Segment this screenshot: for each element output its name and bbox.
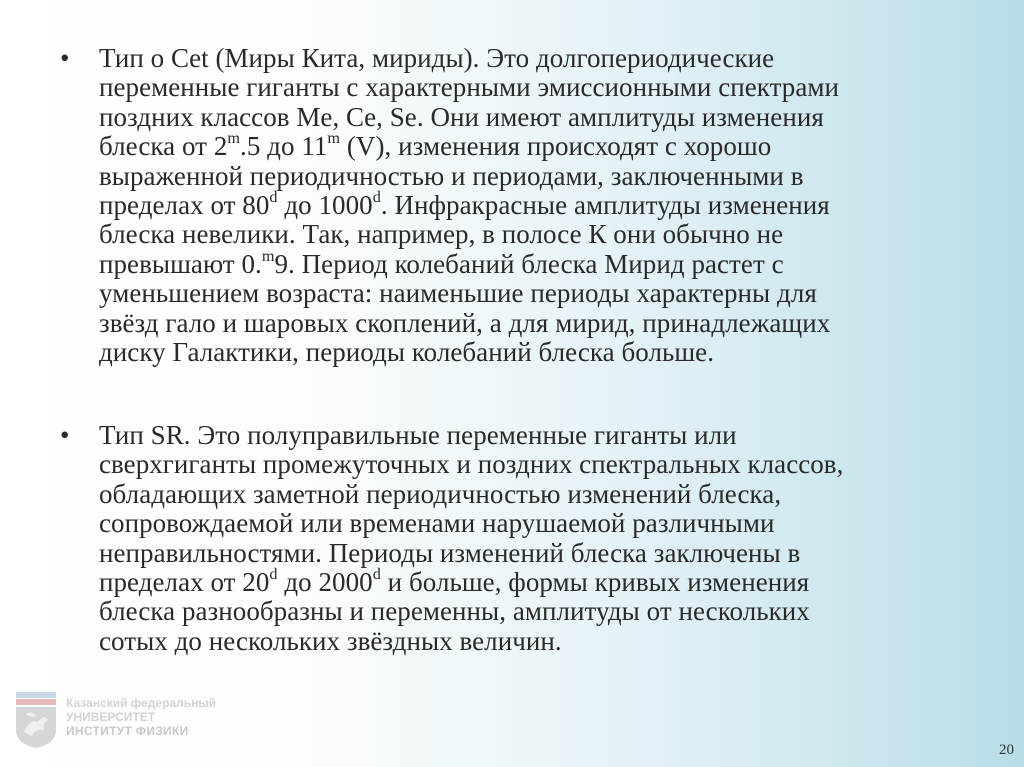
page-number: 20 [999, 742, 1014, 758]
text-segment: пределах от 20 [99, 567, 270, 598]
text-segment: превышают 0. [99, 248, 262, 279]
text-segment: до 2000 [277, 567, 373, 598]
text-line [99, 564, 960, 598]
superscript-unit: d [372, 187, 381, 206]
text-segment: диску Галактики, периоды колебаний блеска больше. [99, 337, 715, 368]
text-segment: Тип о Cet (Миры Кита, мириды). Это долгопериодические [99, 43, 775, 73]
bullet-text [99, 421, 960, 656]
superscript-unit: d [269, 564, 278, 583]
superscript-unit: m [227, 129, 241, 148]
text-segment: и больше, формы кривых изменения [380, 567, 810, 598]
text-line [99, 597, 960, 626]
logo-line-university: УНИВЕРСИТЕТ [66, 710, 156, 724]
text-line [99, 103, 960, 132]
text-segment: .5 до 11 [240, 131, 328, 162]
text-line [99, 450, 960, 479]
text-segment: неправильностями. Периоды изменений блеска заключены в [99, 537, 801, 568]
text-segment: блеска от 2 [99, 131, 228, 162]
text-segment: сопровождаемой или временами нарушаемой различными [99, 508, 775, 539]
text-segment: до 1000 [277, 190, 373, 221]
text-segment: . Инфракрасные амплитуды изменения [380, 190, 830, 221]
text-segment: Тип SR. Это полуправильные переменные гиганты или [99, 420, 737, 450]
text-line [99, 162, 960, 191]
text-line [99, 509, 960, 538]
text-line [99, 338, 960, 367]
text-line [99, 187, 960, 221]
text-segment: блеска разнообразны и переменны, амплитуды от нескольких [99, 596, 810, 627]
text-line [99, 627, 960, 656]
superscript-unit: d [372, 564, 381, 583]
text-segment: блеска невелики. Так, например, в полосе К они обычно не [99, 219, 784, 250]
superscript-unit: m [261, 246, 275, 265]
bullet-sr-type [60, 421, 960, 656]
kfu-emblem-icon [12, 690, 60, 750]
text-line [99, 129, 960, 162]
text-segment: переменные гиганты с характерными эмиссионными спектрами [99, 72, 839, 103]
text-segment: звёзд гало и шаровых скоплений, а для мирид, принадлежащих [99, 307, 831, 338]
text-segment: (V), изменения происходят с хорошо [340, 131, 772, 162]
bullet-text [99, 44, 960, 367]
text-line [99, 73, 960, 102]
text-segment: поздних классов Me, Ce, Se. Они имеют амплитуды изменения [99, 101, 824, 132]
text-segment: сверхгиганты промежуточных и поздних спектральных классов, [99, 449, 844, 480]
text-segment: 9. Период колебаний блеска Мирид растет с [274, 248, 784, 279]
text-segment: выраженной периодичностью и периодами, заключенными в [99, 160, 804, 191]
text-segment: уменьшением возраста: наименьшие периоды характерны для [99, 278, 817, 309]
bullet-symbol: • [60, 420, 70, 450]
logo-text [66, 696, 216, 738]
text-line [99, 421, 960, 450]
text-line [99, 44, 960, 73]
text-line [99, 480, 960, 509]
superscript-unit: m [327, 129, 341, 148]
text-segment: пределах от 80 [99, 190, 270, 221]
text-line [99, 246, 960, 279]
logo-line-university-name: Казанский федеральный [66, 696, 216, 710]
text-line [99, 220, 960, 249]
text-segment: обладающих заметной периодичностью изменений блеска, [99, 478, 782, 509]
text-line [99, 279, 960, 308]
text-line [99, 309, 960, 338]
text-segment: сотых до нескольких звёздных величин. [99, 625, 562, 656]
bullet-cet-type [60, 44, 960, 367]
bullet-symbol: • [60, 43, 70, 73]
superscript-unit: d [269, 187, 278, 206]
logo-line-institute: ИНСТИТУТ ФИЗИКИ [66, 724, 189, 738]
university-logo [12, 690, 232, 750]
text-line [99, 539, 960, 568]
